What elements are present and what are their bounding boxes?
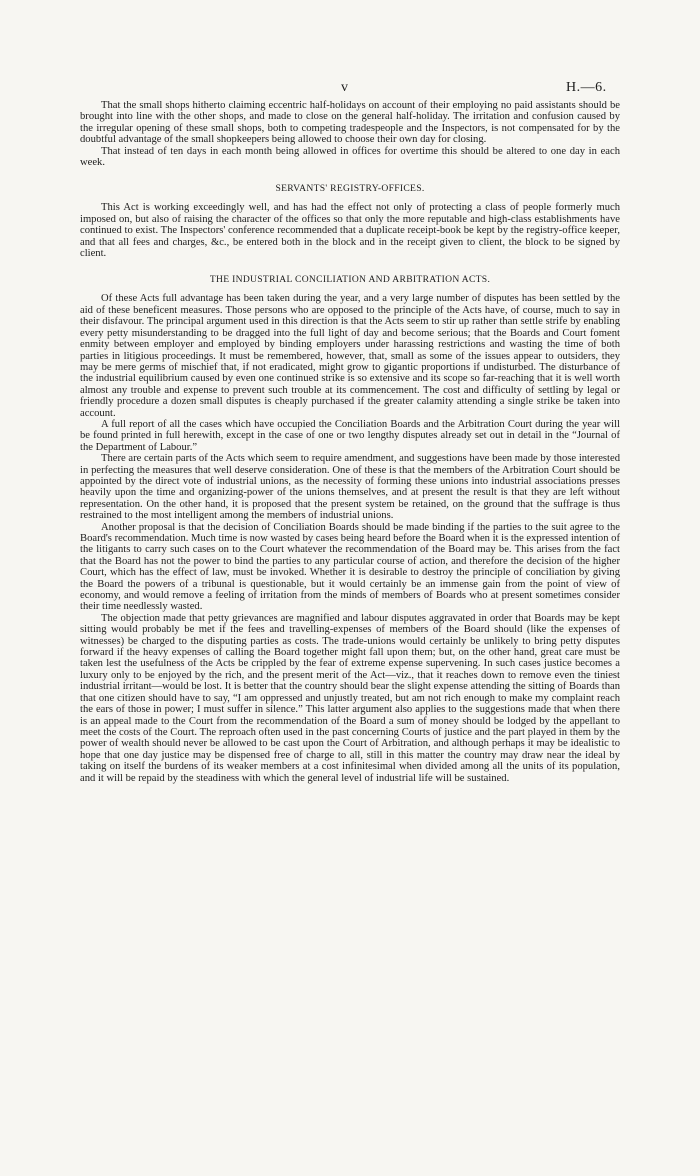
paragraph: There are certain parts of the Acts which seem to require amendment, and suggestions have been made by those interested in perfecting the measures that well deserve consideration. One of these is that the members of the Arbitration Court should be appointed by the direct vote of industrial unions, as the necessity of forming these unions into industrial associations presses heavily upon the time and organizing-power of the unions themselves, and at present the result is that they are left without representation. On the other hand, it is proposed that the present system be retained, on the ground that the suffrage is thus restrained to the most intelligent among the members of industrial unions. [80,453,620,522]
page-number: v [341,80,348,95]
paragraph: Of these Acts full advantage has been taken during the year, and a very large number of disputes has been settled by the aid of these beneficent measures. Those persons who are opposed to the principle of the Acts have, of course, much to say in their disfavour. The principal argument used in this direction is that the Acts seem to stir up rather than settle strife by enabling every petty misunderstanding to be dragged into the full light of day and become serious; that the Boards and Court foment enmity between employer and employed by binding employers under harassing restrictions and wasting the time of both parties in litigious proceedings. It must be remembered, however, that, small as some of the issues appear to outsiders, they may be mere germs of mischief that, if not eradicated, might grow to gigantic proportions if undisturbed. The disturbance of the industrial equilibrium caused by even one continued strike is so extensive and its scope so far-reaching that it is well worth almost any trouble and expense to prevent such trouble at its commencement. The cost and difficulty of settling by legal or friendly procedure a dozen small disputes is cheaply purchased if the greater calamity attending a single strike be taken into account. [80,293,620,419]
section-servants-registry [80,183,620,259]
section-conciliation-arbitration [80,274,620,783]
section-shops [80,100,620,168]
document-code: H.—6. [566,80,607,95]
paragraph: This Act is working exceedingly well, and has had the effect not only of protecting a class of people formerly much imposed on, but also of raising the character of the offices so that only the more reputable and high-class establishments have continued to exist. The Inspectors' conference recommended that a duplicate receipt-book be kept by the registry-office keeper, and that all fees and charges, &c., be entered both in the block and in the receipt given to client, the block to be signed by client. [80,202,620,260]
paragraph: That instead of ten days in each month being allowed in offices for overtime this should be altered to one day in each week. [80,145,620,169]
section-heading: THE INDUSTRIAL CONCILIATION AND ARBITRATION ACTS. [209,274,491,286]
paragraph: Another proposal is that the decision of Conciliation Boards should be made binding if the parties to the suit agree to the Board's recommendation. Much time is now wasted by cases being heard before the Board when it is the expressed intention of the litigants to carry such cases on to the Court whatever the recommendation of the Board may be. This arises from the fact that the Board has not the power to bind the parties to any particular course of action, and therefore the decision of the higher Court, which has the effect of law, must be invoked. Whether it is desirable to destroy the principle of conciliation by giving the Board the powers of a tribunal is questionable, but it would certainly be an immense gain from the point of view of economy, and would remove a feeling of irritation from the minds of members of Boards who at present sometimes consider their time needlessly wasted. [80,521,620,613]
paragraph: The objection made that petty grievances are magnified and labour disputes aggravated in order that Boards may be kept sitting would probably be met if the fees and travelling-expenses of members of the Board should (like the expenses of witnesses) be charged to the disputing parties as costs. The trade-unions would certainly be unlikely to bring petty disputes forward if the heavy expenses of calling the Board together might fall upon them; but, on the other hand, great care must be taken lest the usefulness of the Acts be crippled by the fear of extreme expense supervening. In such cases justice becomes a luxury only to be enjoyed by the rich, and the present merit of the Act—viz., that it reaches down to remove even the tiniest industrial irritant—would be lost. It is better that the country should bear the slight expense attending the sitting of Boards than that one citizen should have to say, “I am oppressed and unjustly treated, but am not rich enough to make my complaint reach the ears of those in power; I must suffer in silence.” This latter argument also applies to the suggestions made that when there is an appeal made to the Court from the recommendation of the Board a sum of money should be lodged by the appellant to meet the costs of the Court. The reproach often used in the past concerning Courts of justice and the part played in them by the power of wealth should never be allowed to be cast upon the Court of Arbitration, and although perhaps it may be idealistic to hope that one day justice may be dispensed free of charge to all, still in this matter the country may draw near the ideal by taking on itself the burdens of its weaker members at a cost infinitesimal when divided among all the units of its population, and it will be repaid by the steadiness with which the general level of industrial life will be sustained. [80,612,620,784]
section-heading: SERVANTS' REGISTRY-OFFICES. [275,183,425,195]
page-content [80,100,620,784]
paragraph: That the small shops hitherto claiming eccentric half-holidays on account of their employing no paid assistants should be brought into line with the other shops, and made to close on the general half-holiday. The irritation and confusion caused by the irregular opening of these small shops, both to competing tradespeople and the Inspectors, is not compensated for by the doubtful advantage of the small shopkeepers being allowed to choose their own day for closing. [80,100,620,146]
paragraph: A full report of all the cases which have occupied the Conciliation Boards and the Arbitration Court during the year will be found printed in full herewith, except in the case of one or two lengthy disputes already set out in detail in the “Journal of the Department of Labour.” [80,418,620,453]
